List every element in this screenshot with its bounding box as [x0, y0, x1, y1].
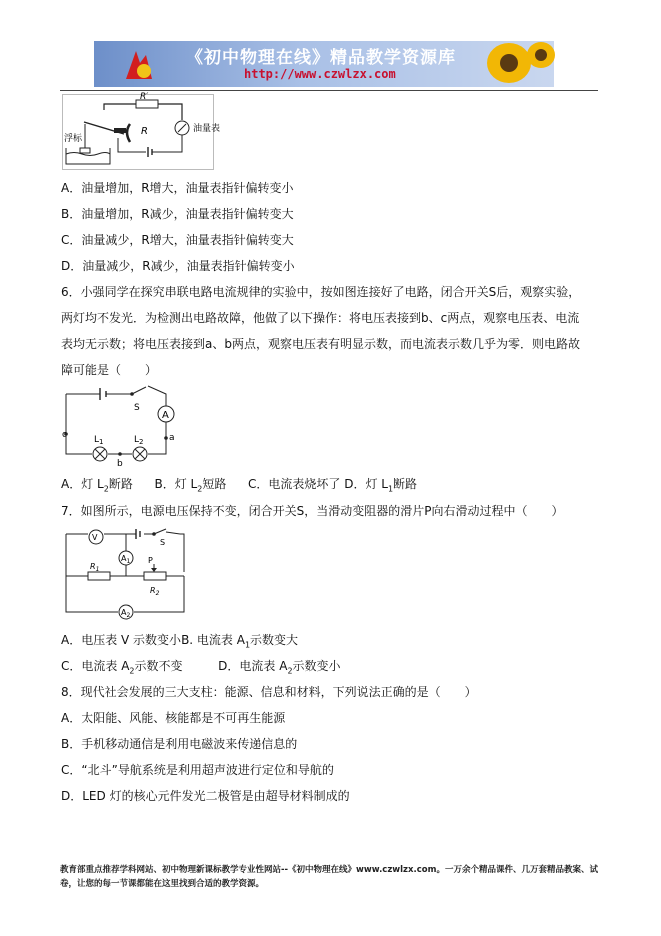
banner-url: http://www.czwlzx.com — [244, 67, 396, 81]
q7-stem: 7．如图所示，电源电压保持不变，闭合开关S，当滑动变阻器的滑片P向右滑动过程中（ ） — [61, 504, 564, 518]
header-divider — [60, 90, 598, 91]
sunflower-icon — [479, 41, 554, 87]
label-r: R — [141, 126, 148, 137]
label-c: c — [62, 430, 67, 440]
q7-option-a: A．电压表 V 示数变小 — [61, 633, 182, 647]
q7-options-row2 — [61, 658, 341, 679]
label-r1: $R_1$ — [90, 562, 100, 573]
page-footer: 教育部重点推荐学科网站、初中物理新课标教学专业性网站--《初中物理在线》www.czwlzx.com。一万余个精品课件、几万套精品教案、试卷，让您的每一节课都能在这里找到合适的教学资源。 — [60, 865, 598, 889]
q8-option-d: D．LED 灯的核心元件发光二极管是由超导材料制成的 — [61, 789, 350, 803]
label-l2: $L_2$ — [134, 435, 144, 446]
q6-option-c: C．电流表烧坏了 — [247, 477, 341, 491]
banner-title: 《初中物理在线》精品教学资源库 — [186, 48, 456, 68]
label-b: b — [117, 459, 123, 469]
label-float: 浮标 — [64, 134, 83, 144]
q6-options — [61, 476, 417, 497]
label-a: a — [169, 433, 175, 443]
label-a2: $A_2$ — [121, 608, 131, 619]
label-meter: 油量表 — [193, 124, 221, 134]
q5-option-d: D．油量减少，R减少，油量表指针偏转变小 — [61, 259, 295, 273]
q7-option-b: B. 电流表 $A_1$示数变大 — [181, 633, 299, 650]
q8-stem: 8．现代社会发展的三大支柱：能源、信息和材料，下列说法正确的是（ ） — [61, 685, 477, 699]
label-a1: $A_1$ — [121, 554, 131, 565]
label-s: S — [134, 403, 140, 413]
q8-option-c: C．“北斗”导航系统是利用超声波进行定位和导航的 — [61, 763, 334, 777]
header-banner — [94, 41, 554, 87]
q7-options-row1 — [61, 632, 298, 653]
q5-option-a: A．油量增加，R增大，油量表指针偏转变小 — [61, 181, 294, 195]
rheostat-circuit-figure — [62, 528, 188, 620]
label-ammeter: A — [162, 410, 169, 421]
q8-option-a: A．太阳能、风能、核能都是不可再生能源 — [61, 711, 286, 725]
label-r2: $R_2$ — [150, 586, 160, 597]
q6-option-a: A．灯 $L_2$断路 — [61, 477, 133, 494]
q6-option-d: D．灯 $L_1$断路 — [344, 477, 418, 494]
q5-option-c: C．油量减少，R增大，油量表指针偏转变大 — [61, 233, 294, 247]
label-r-prime: R′ — [140, 92, 149, 102]
label-s: S — [160, 538, 166, 547]
label-p: P — [148, 556, 153, 565]
label-l1: $L_1$ — [94, 435, 104, 446]
q8-option-b: B．手机移动通信是利用电磁波来传递信息的 — [61, 737, 298, 751]
q7-option-c: C．电流表 $A_2$示数不变 — [61, 659, 183, 676]
fuel-gauge-figure — [62, 92, 221, 170]
q7-option-d: D．电流表 $A_2$示数变小 — [218, 659, 341, 676]
label-voltmeter: V — [92, 533, 98, 542]
logo-icon — [122, 45, 156, 83]
q6-option-b: B．灯 $L_2$短路 — [154, 477, 227, 494]
series-circuit-figure — [62, 382, 178, 468]
q6-stem: 6．小强同学在探究串联电路电流规律的实验中，按如图连接好了电路，闭合开关S后，观察实验，两灯均不发光．为检测出电路故障，他做了以下操作：将电压表接到b、c两点，观察电压表、电流表均无示数；将电压表接到a、b两点，观察电压表有明显示数，而电流表示数几乎为零．则电路故障可能是（ ） — [61, 285, 581, 377]
q5-option-b: B．油量增加，R减少，油量表指针偏转变大 — [61, 207, 294, 221]
